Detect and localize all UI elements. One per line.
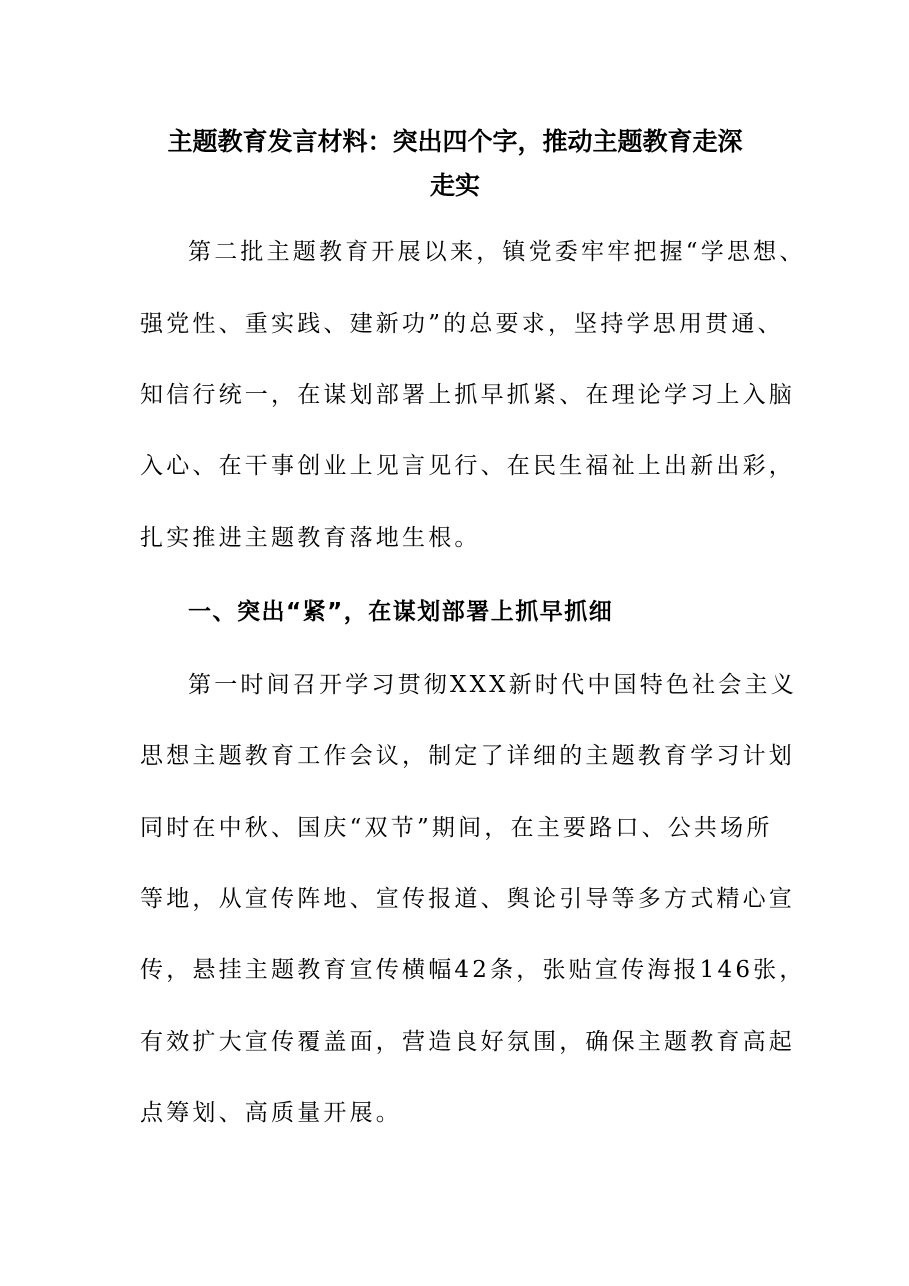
- paragraph-2-line-6: 有效扩大宣传覆盖面，营造良好氛围，确保主题教育高起: [140, 1029, 795, 1055]
- paragraph-2-line-1: 第一时间召开学习贯彻XXX新时代中国特色社会主义: [188, 672, 797, 698]
- paragraph-1-line-3: 知信行统一，在谋划部署上抓早抓紧、在理论学习上入脑: [140, 382, 795, 408]
- paragraph-1-line-1: 第二批主题教育开展以来，镇党委牢牢把握“学思想、: [188, 239, 806, 265]
- paragraph-1-line-2: 强党性、重实践、建新功”的总要求，坚持学思用贯通、: [140, 311, 784, 337]
- paragraph-1-line-4: 入心、在干事创业上见言见行、在民生福祉上出新出彩，: [140, 453, 795, 479]
- section-1-heading: 一、突出“紧”，在谋划部署上抓早抓细: [188, 599, 614, 625]
- paragraph-2-line-2: 思想主题教育工作会议，制定了详细的主题教育学习计划: [140, 743, 795, 769]
- paragraph-2-line-5: 传，悬挂主题教育宣传横幅42条，张贴宣传海报146张，: [140, 957, 806, 983]
- paragraph-2-line-4: 等地，从宣传阵地、宣传报道、舆论引导等多方式精心宣: [140, 886, 795, 912]
- paragraph-1-line-5: 扎实推进主题教育落地生根。: [140, 525, 481, 551]
- paragraph-2-line-7: 点筹划、高质量开展。: [140, 1100, 402, 1126]
- document-title-line-2: 走实: [429, 171, 480, 200]
- paragraph-2-line-3: 同时在中秋、国庆“双节”期间，在主要路口、公共场所: [140, 815, 773, 841]
- document-title-line-1: 主题教育发言材料：突出四个字，推动主题教育走深: [167, 127, 743, 156]
